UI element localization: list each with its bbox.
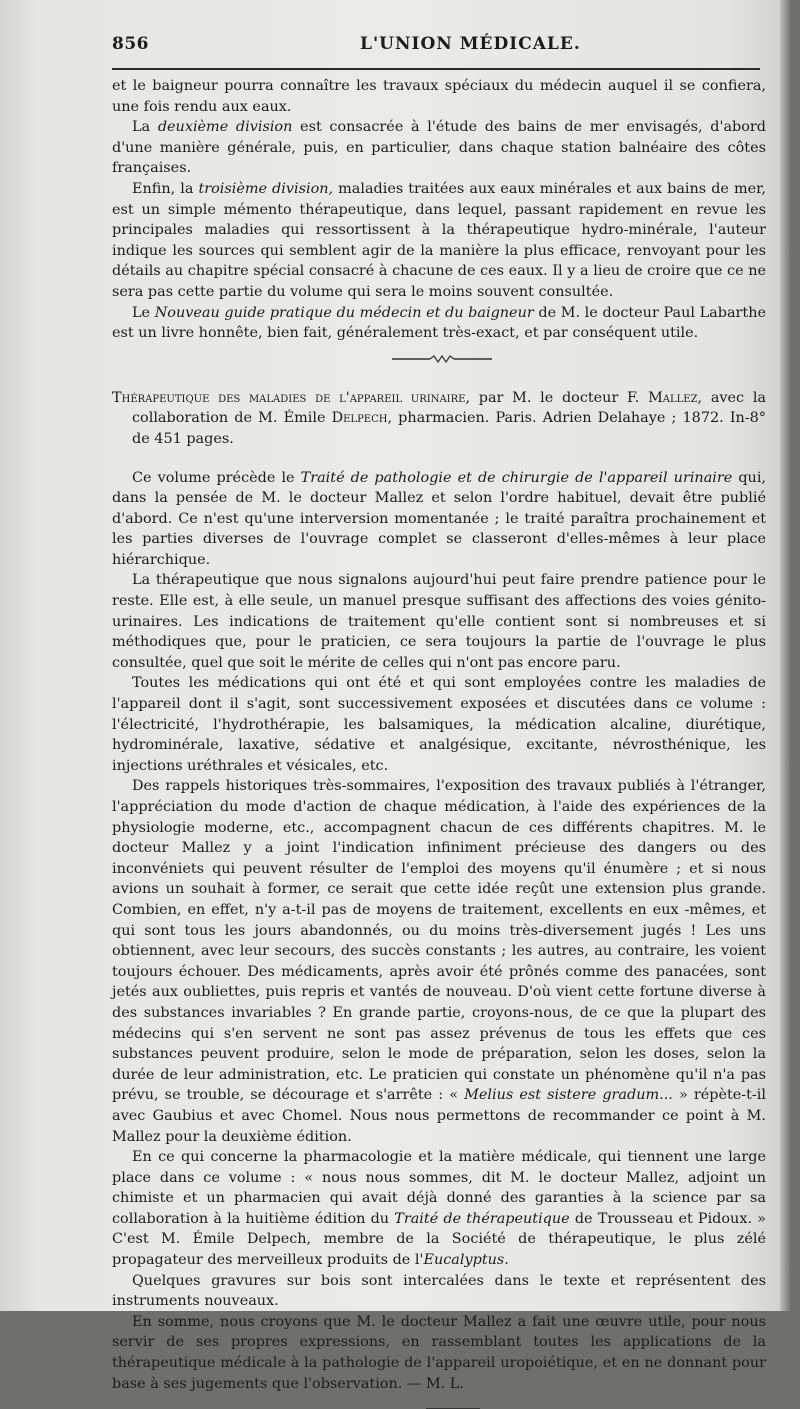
italic-text: Eucalyptus. xyxy=(423,1252,509,1269)
page-body xyxy=(112,76,766,1409)
paragraph: En somme, nous croyons que M. le docteur Mallez a fait une œuvre utile, pour nous servir de ses propres expressions, en rassemblant toutes les applications de la thérapeutique médicale à la pathologie de l'appareil uropoiétique, et en ne donnant pour base à ses jugements que l'observation. — M. L. xyxy=(112,1313,766,1392)
paragraph: Le Nouveau guide pratique du médecin et du baigneur de M. le docteur Paul Labarthe est un livre honnête, bien fait, généralement très-exact, et par conséquent utile. xyxy=(112,304,766,342)
paragraph: En ce qui concerne la pharmacologie et la matière médicale, qui tiennent une large place dans ce volume : « nous nous sommes, dit M. le docteur Mallez, adjoint un chimiste et un pharmacien qui avait déjà donné des garanties à la science par sa collaboration à la huitième édition du Traité de thérapeutique de Trousseau et Pidoux. » C'est M. Émile Delpech, membre de la Société de thérapeutique, le plus zélé propagateur des merveilleux produits de l'Eucalyptus. xyxy=(112,1149,766,1269)
paragraph: Ce volume précède le Traité de pathologie et de chirurgie de l'appareil urinaire qui, dans la pensée de M. le docteur Mallez et selon l'ordre habituel, devait être publié d'abord. Ce n'est qu'une interversion momentanée ; le traité paraîtra prochainement et les parties diverses de l'ouvrage complet se classeront d'elles-mêmes à leur place hiérarchique. xyxy=(112,469,766,568)
paragraph: Des rappels historiques très-sommaires, l'exposition des travaux publiés à l'étranger, l'appréciation du mode d'action de chaque médication, à l'aide des expériences de la physiologie moderne, etc., accompagnent chacun de ces différents chapitres. M. le docteur Mallez y a joint l'indication infiniment précieuse des dangers ou des inconvéniets qui peuvent résulter de l'emploi des moyens qu'il énumère ; et si nous avions un souhait à former, ce serait que cette idée reçût une extension plus grande. Combien, en effet, n'y a-t-il pas de moyens de traitement, excellents en eux -mêmes, et qui sont tous les jours abandonnés, ou du moins très-diversement jugés ! Les uns obtiennent, avec leur secours, des succès constants ; les autres, au contraire, les voient toujours échouer. Des médicaments, après avoir été prônés comme des panacées, sont jetés aux oubliettes, puis repris et vantés de nouveau. D'où vient cette fortune diverse à des substances invariables ? En grande partie, croyons-nous, de ce que la plupart des médecins qui s'en servent ne sont pas assez prévenus de tous les effets que ces substances peuvent produire, selon le mode de préparation, selon les doses, selon la durée de leur administration, etc. Le praticien qui constate un phénomène qu'il n'a pas prévu, se trouble, se décourage et s'arrête : « Melius est sistere gradum... » répète-t-il avec Gaubius et avec Chomel. Nous nous permettons de recommander ce point à M. Mallez pour la deuxième édition. xyxy=(112,778,767,1145)
paragraph: Enfin, la troisième division, maladies traitées aux eaux minérales et aux bains de mer, est un simple mémento thérapeutique, dans lequel, passant rapidement en revue les principales maladies qui ressortissent à la thérapeutique hydro-minérale, l'auteur indique les sources qui semblent agir de la manière la plus efficace, renvoyant pour les détails au chapitre spécial consacré à chacune de ces eaux. Il y a lieu de croire que ce ne sera pas cette partie du volume qui sera le moins souvent consultée. xyxy=(112,180,766,300)
book-title: Thérapeutique des maladies de l'appareil urinaire, par M. le docteur F. Mallez, avec la collaboration de M. Émile Delpech, pharmacien. Paris. Adrien Delahaye ; 1872. In-8° de 451 pages. xyxy=(112,389,766,447)
italic-text: Traité de pathologie et de chirurgie de l'appareil urinaire xyxy=(300,469,733,486)
italic-text: Melius est sistere gradum... xyxy=(464,1087,673,1104)
ornament-rule-icon xyxy=(392,354,492,364)
header-rule xyxy=(112,68,760,70)
running-title: L'UNION MÉDICALE. xyxy=(360,34,581,54)
italic-text: Nouveau guide pratique du médecin et du baigneur xyxy=(154,304,534,321)
paragraph: La deuxième division est consacrée à l'étude des bains de mer envisagés, d'abord d'une manière générale, puis, en particulier, dans chaque station balnéaire des côtes françaises. xyxy=(112,119,767,177)
page-edge-shadow xyxy=(780,0,790,1311)
paragraph: et le baigneur pourra connaître les travaux spéciaux du médecin auquel il se confiera, une fois rendu aux eaux. xyxy=(112,78,766,115)
page-number: 856 xyxy=(112,34,149,54)
paragraph: Toutes les médications qui ont été et qui sont employées contre les maladies de l'appareil dont il s'agit, sont successivement exposées et discutées dans ce volume : l'électricité, l'hydrothérapie, les balsamiques, la médication alcaline, diurétique, hydrominérale, laxative, sédative et analgésique, excitante, névrosthénique, les injections uréthrales et vésicales, etc. xyxy=(112,675,766,774)
paragraph: La thérapeutique que nous signalons aujourd'hui peut faire prendre patience pour le reste. Elle est, à elle seule, un manuel presque suffisant des affections des voies génito-urinaires. Les indications de traitement qu'elle contient sont si nombreuses et si méthodiques que, pour le praticien, ce sera toujours la partie de l'ouvrage le plus consultée, quel que soit le mérite de celles qui n'ont pas encore paru. xyxy=(112,572,766,671)
italic-text: troisième division, xyxy=(198,180,334,197)
page-header xyxy=(112,34,760,64)
section-ornament xyxy=(112,344,766,374)
italic-text: deuxième division xyxy=(157,119,293,136)
italic-text: Traité de thérapeutique xyxy=(394,1210,570,1227)
paragraph: Quelques gravures sur bois sont intercalées dans le texte et représentent des instruments nouveaux. xyxy=(112,1272,766,1310)
